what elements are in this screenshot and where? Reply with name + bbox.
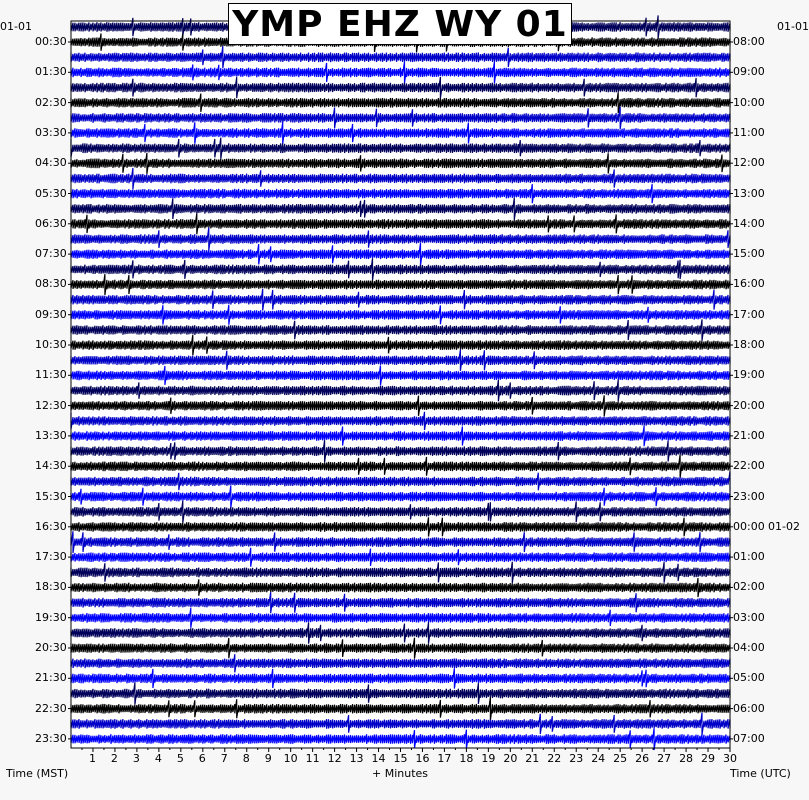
right-time-label: 20:00 <box>733 398 765 412</box>
x-tick-label: 22 <box>547 752 562 765</box>
right-time-label: 07:00 <box>733 731 765 745</box>
right-time-label: 03:00 <box>733 610 765 624</box>
right-date-change-label: 01-02 <box>768 519 800 533</box>
left-time-label: 04:30 <box>35 156 67 170</box>
right-time-label: 19:00 <box>733 368 765 382</box>
right-time-label: 15:00 <box>733 247 765 261</box>
left-time-label: 13:30 <box>35 428 67 442</box>
x-tick-label: 21 <box>525 752 540 765</box>
x-tick-label: 16 <box>415 752 430 765</box>
right-time-label: 08:00 <box>733 35 765 48</box>
x-tick-label: 25 <box>613 752 628 765</box>
right-time-label: 10:00 <box>733 95 765 109</box>
left-time-label: 09:30 <box>35 307 67 321</box>
x-axis-right-label: Time (UTC) <box>730 767 791 780</box>
right-date-label: 01-01 <box>777 20 809 33</box>
right-time-label: 02:00 <box>733 580 765 594</box>
left-time-label: 08:30 <box>35 277 67 291</box>
right-time-label: 11:00 <box>733 125 765 139</box>
x-tick-label: 5 <box>176 752 184 765</box>
x-tick-label: 4 <box>154 752 162 765</box>
right-time-label: 17:00 <box>733 307 765 321</box>
x-axis-left-label: Time (MST) <box>6 767 69 780</box>
left-time-label: 17:30 <box>35 550 67 564</box>
right-time-label: 01:00 <box>733 550 765 564</box>
x-tick-label: 6 <box>198 752 206 765</box>
left-time-label: 11:30 <box>35 368 67 382</box>
left-time-label: 23:30 <box>35 731 67 745</box>
x-tick-label: 27 <box>657 752 672 765</box>
x-tick-label: 1 <box>88 752 96 765</box>
x-axis-label: + Minutes <box>372 767 429 780</box>
x-tick-label: 8 <box>242 752 250 765</box>
right-time-label: 14:00 <box>733 216 765 230</box>
left-time-label: 01:30 <box>35 65 67 79</box>
x-tick-label: 11 <box>305 752 320 765</box>
left-time-label: 19:30 <box>35 610 67 624</box>
left-time-label: 22:30 <box>35 701 67 715</box>
left-time-label: 18:30 <box>35 580 67 594</box>
x-tick-label: 3 <box>132 752 140 765</box>
left-time-label: 02:30 <box>35 95 67 109</box>
chart-title: YMP EHZ WY 01 <box>228 3 572 45</box>
left-time-label: 06:30 <box>35 216 67 230</box>
left-time-label: 16:30 <box>35 519 67 533</box>
right-time-label: 23:00 <box>733 489 765 503</box>
right-time-label: 21:00 <box>733 428 765 442</box>
x-tick-label: 10 <box>283 752 298 765</box>
x-tick-label: 19 <box>481 752 496 765</box>
x-tick-label: 15 <box>393 752 408 765</box>
x-tick-label: 26 <box>635 752 650 765</box>
x-tick-label: 17 <box>437 752 452 765</box>
right-time-label: 04:00 <box>733 641 765 654</box>
left-time-label: 14:30 <box>35 459 67 473</box>
right-time-label: 13:00 <box>733 186 765 200</box>
x-tick-label: 9 <box>264 752 272 765</box>
left-time-label: 15:30 <box>35 489 67 503</box>
left-time-label: 10:30 <box>35 338 67 351</box>
x-tick-label: 14 <box>371 752 386 765</box>
right-time-label: 06:00 <box>733 701 765 715</box>
left-time-label: 07:30 <box>35 247 67 261</box>
left-time-label: 03:30 <box>35 125 67 139</box>
x-tick-label: 12 <box>327 752 342 765</box>
left-time-label: 00:30 <box>35 35 67 48</box>
left-time-label: 20:30 <box>35 641 67 654</box>
x-tick-label: 24 <box>591 752 606 765</box>
right-time-label: 18:00 <box>733 338 765 351</box>
right-time-label: 00:00 <box>733 519 765 533</box>
x-tick-label: 18 <box>459 752 474 765</box>
x-tick-label: 7 <box>220 752 228 765</box>
left-date-label: 01-01 <box>0 20 32 33</box>
x-tick-label: 13 <box>349 752 364 765</box>
left-time-label: 12:30 <box>35 398 67 412</box>
left-time-label: 21:30 <box>35 671 67 685</box>
right-time-label: 12:00 <box>733 156 765 170</box>
x-tick-label: 29 <box>701 752 716 765</box>
x-tick-label: 28 <box>679 752 694 765</box>
right-time-label: 05:00 <box>733 671 765 685</box>
right-time-label: 09:00 <box>733 65 765 79</box>
left-time-label: 05:30 <box>35 186 67 200</box>
right-time-label: 22:00 <box>733 459 765 473</box>
x-tick-label: 23 <box>569 752 584 765</box>
x-tick-label: 2 <box>110 752 118 765</box>
x-tick-label: 30 <box>723 752 737 765</box>
x-tick-label: 20 <box>503 752 518 765</box>
right-time-label: 16:00 <box>733 277 765 291</box>
